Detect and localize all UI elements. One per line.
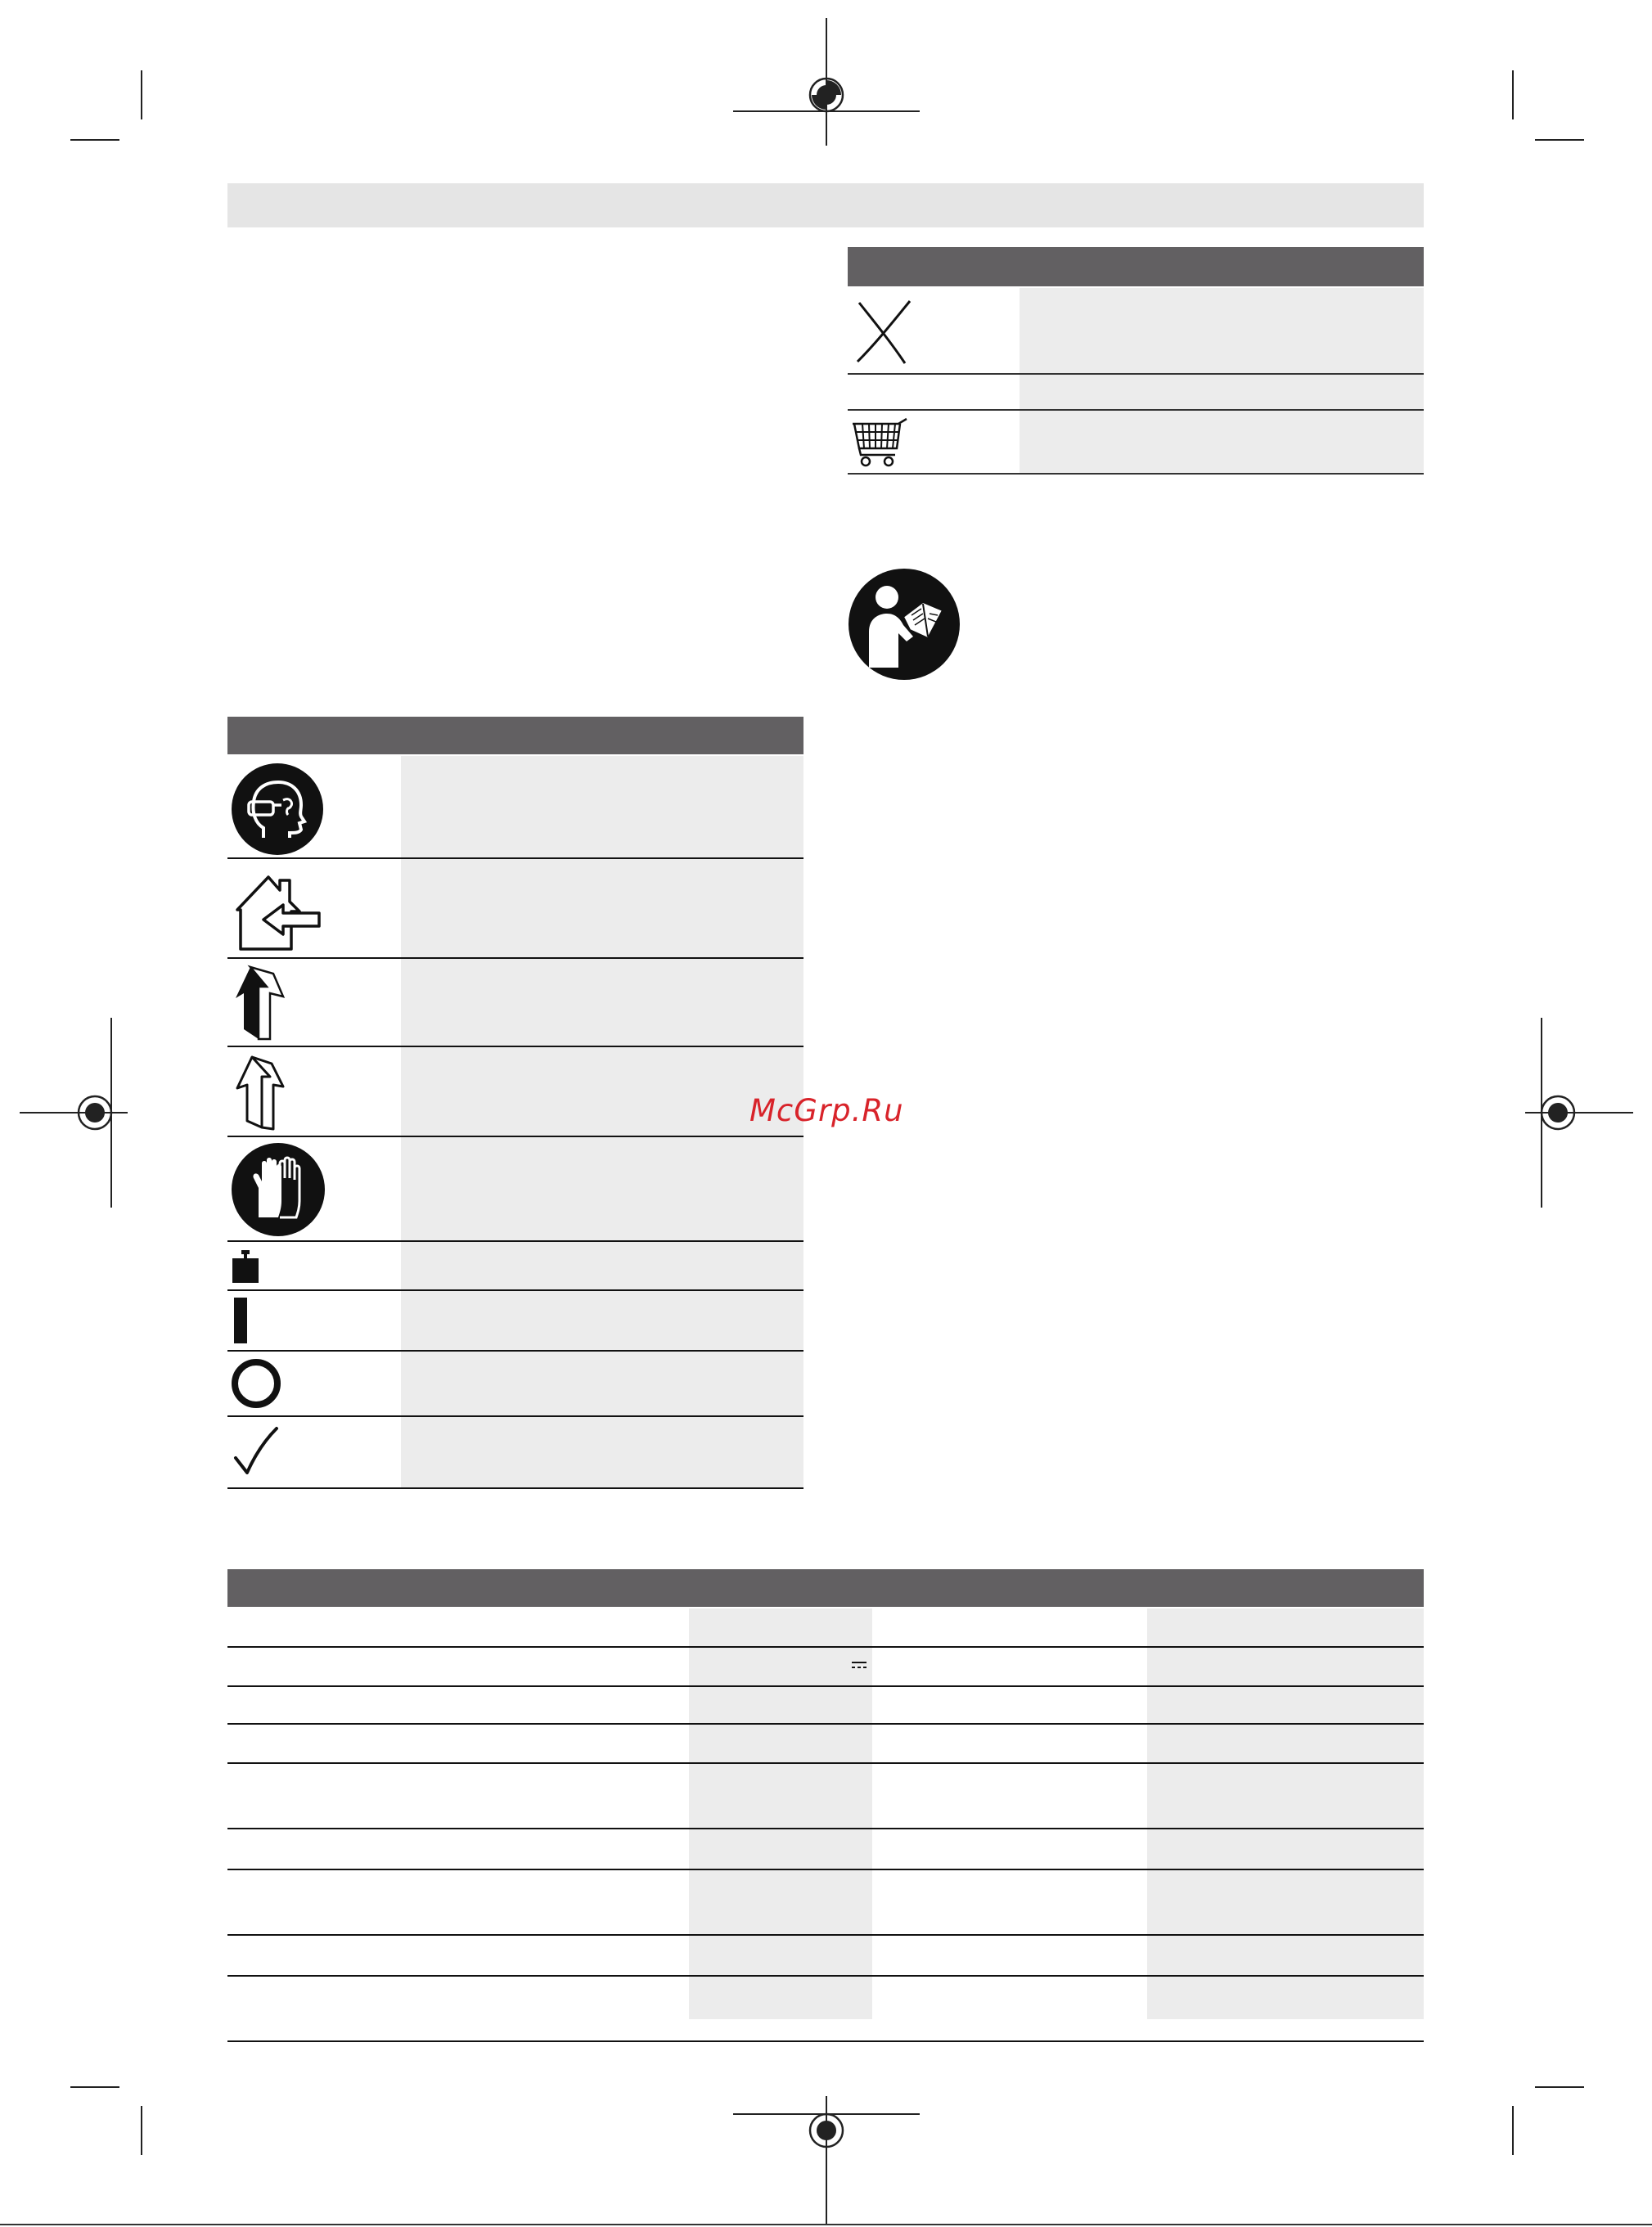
table-header [227,1569,1424,1607]
table-column-shade [689,1608,872,2019]
cross-icon [851,295,916,368]
weight-icon [231,1248,260,1284]
table-cell [1020,411,1424,473]
symbols-table-left [227,717,803,1494]
table-cell [401,1291,803,1350]
read-manual-icon [848,568,961,681]
solid-arrow-up-icon [234,964,286,1042]
direct-current-icon [851,1661,867,1671]
table-cell [401,859,803,957]
outline-arrow-up-icon [234,1052,286,1132]
table-cell [401,1242,803,1289]
table-cell [401,1417,803,1487]
registration-target-top [720,16,933,147]
table-row [227,1934,1424,1936]
protective-gloves-icon [231,1142,326,1237]
table-cell [1020,375,1424,409]
table-row [227,2040,1424,2042]
table-row [227,1975,1424,1977]
registration-target-right [1522,1015,1636,1211]
table-row [227,1869,1424,1870]
table-row [227,1828,1424,1829]
ring-icon [231,1358,281,1409]
table-cell [401,1137,803,1240]
table-cell [401,1352,803,1415]
registration-target-left [16,1015,131,1211]
table-header [848,247,1424,286]
technical-data-table [227,1569,1424,2044]
table-column-shade [1147,1608,1424,2019]
face-shield-icon [231,763,324,856]
table-cell [401,959,803,1046]
table-header [227,717,803,754]
table-cell [401,756,803,857]
table-row [227,1762,1424,1764]
table-cell [1020,288,1424,373]
table-row [227,1646,1424,1648]
watermark: McGrp.Ru [749,1093,904,1128]
indoor-use-icon [231,867,326,952]
table-row [227,1685,1424,1687]
symbols-table-right [848,247,1424,475]
page-header-band [227,183,1424,227]
table-cell [401,1047,803,1136]
bar-icon [232,1296,249,1345]
check-icon [232,1425,280,1478]
registration-target-bottom [720,2094,933,2225]
table-row [227,1723,1424,1725]
shopping-cart-icon [851,417,910,468]
